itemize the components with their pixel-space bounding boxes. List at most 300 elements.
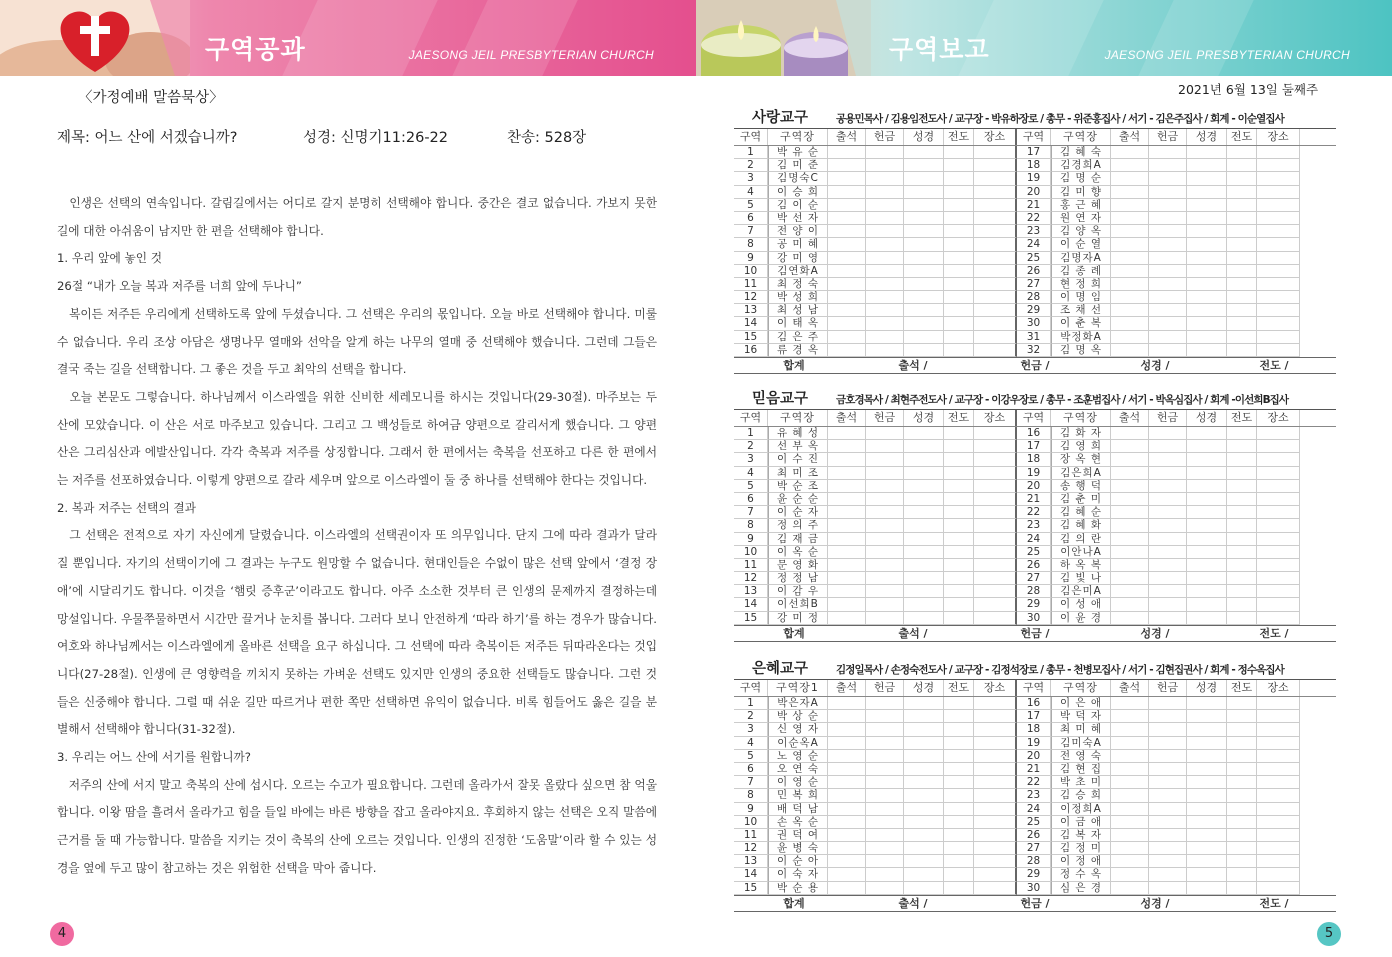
attendance-cell [828,710,866,723]
leader-name: 강 미 정 [768,612,828,625]
district-number: 11 [734,829,768,842]
leader-name: 박 선 자 [768,212,828,225]
place-cell [1257,737,1300,750]
attendance-cell [828,723,866,736]
col-district-number: 구역 [1017,680,1051,696]
bible-cell [904,317,944,330]
district-number: 8 [734,238,768,251]
attendance-cell [828,697,866,710]
col-attendance: 출석 [1111,129,1149,145]
evangelism-cell [944,763,974,776]
evangelism-cell [944,172,974,185]
leader-name: 이 명 임 [1051,291,1111,304]
leader-name: 원 연 자 [1051,212,1111,225]
lesson-paragraph: 3. 우리는 어느 산에 서기를 원합니까? [57,750,251,765]
district-number: 4 [734,467,768,480]
offering-cell [1149,440,1187,453]
offering-cell [1149,829,1187,842]
bible-cell [1187,172,1227,185]
place-cell [974,842,1017,855]
leader-name: 이 숙 자 [768,868,828,881]
evangelism-cell [1227,789,1257,802]
leader-name: 김 은 주 [768,331,828,344]
bible-cell [904,559,944,572]
col-attendance: 출석 [1111,680,1149,696]
district-staff: 공용민목사 / 김용임전도사 / 교구장 - 박유하장로 / 총무 - 위준홍집사 / 서기 - 김은주집사 / 회계 - 이순열집사 [836,113,1284,125]
bible-cell [1187,750,1227,763]
offering-cell [866,212,904,225]
offering-cell [866,159,904,172]
summary-row [734,895,1336,912]
place-cell [1257,252,1300,265]
table-row [734,572,1336,585]
place-cell [974,238,1017,251]
place-cell [1257,159,1300,172]
offering-cell [866,278,904,291]
leader-name: 이 성 애 [1051,598,1111,611]
offering-cell [866,829,904,842]
bible-cell [1187,317,1227,330]
district-number: 24 [1017,533,1051,546]
evangelism-cell [1227,829,1257,842]
bible-cell [904,585,944,598]
district-number: 15 [734,331,768,344]
leader-name: 최 미 혜 [1051,723,1111,736]
col-evangelism: 전도 [944,410,974,426]
place-cell [1257,533,1300,546]
attendance-cell [1111,440,1149,453]
evangelism-cell [1227,344,1257,357]
attendance-cell [828,146,866,159]
district-number: 3 [734,453,768,466]
bible-cell [1187,868,1227,881]
district-number: 11 [734,559,768,572]
place-cell [974,598,1017,611]
col-bible: 성경 [1187,410,1227,426]
district-number: 19 [1017,172,1051,185]
evangelism-cell [1227,186,1257,199]
evangelism-cell [1227,453,1257,466]
leader-name: 배 덕 남 [768,803,828,816]
leader-name: 박 순 용 [768,882,828,895]
leader-name: 이 정 애 [1051,855,1111,868]
place-cell [974,172,1017,185]
district-number: 21 [1017,763,1051,776]
attendance-cell [828,265,866,278]
bible-cell [904,598,944,611]
attendance-cell [1111,710,1149,723]
table-row [734,291,1336,304]
district-number: 17 [1017,146,1051,159]
evangelism-cell [944,225,974,238]
attendance-cell [1111,467,1149,480]
leader-name: 이선희B [768,598,828,611]
evangelism-cell [1227,225,1257,238]
district-number: 24 [1017,803,1051,816]
leader-name: 김 춘 미 [1051,493,1111,506]
district-number: 7 [734,506,768,519]
place-cell [974,737,1017,750]
attendance-cell [1111,304,1149,317]
evangelism-cell [1227,546,1257,559]
leader-name: 김 현 집 [1051,763,1111,776]
place-cell [974,763,1017,776]
offering-cell [1149,519,1187,532]
leader-name: 김 명 순 [1051,172,1111,185]
table-row [734,868,1336,881]
district-number: 13 [734,855,768,868]
leader-name: 전 영 숙 [1051,750,1111,763]
district-number: 13 [734,585,768,598]
bible-cell [904,803,944,816]
place-cell [1257,186,1300,199]
attendance-cell [1111,572,1149,585]
district-number: 14 [734,868,768,881]
offering-cell [1149,723,1187,736]
table-row [734,252,1336,265]
col-bible: 성경 [904,410,944,426]
leader-name: 이안나A [1051,546,1111,559]
place-cell [1257,146,1300,159]
col-place: 장소 [1257,129,1300,145]
bible-cell [1187,546,1227,559]
district-number: 16 [1017,697,1051,710]
lesson-paragraph: 1. 우리 앞에 놓인 것 [57,251,163,266]
offering-cell [1149,331,1187,344]
col-place: 장소 [974,680,1017,696]
offering-cell [1149,697,1187,710]
table-row [734,789,1336,802]
offering-cell [1149,572,1187,585]
district-number: 18 [1017,453,1051,466]
offering-cell [1149,763,1187,776]
report-title-banner: 구역보고 [889,35,990,64]
evangelism-cell [944,737,974,750]
bible-cell [904,172,944,185]
offering-cell [866,710,904,723]
table-row [734,278,1336,291]
offering-cell [866,453,904,466]
offering-cell [1149,882,1187,895]
district-number: 8 [734,789,768,802]
evangelism-cell [944,546,974,559]
leader-name: 윤 순 순 [768,493,828,506]
bible-cell [904,265,944,278]
district-number: 10 [734,546,768,559]
attendance-cell [1111,803,1149,816]
district-number: 28 [1017,585,1051,598]
attendance-cell [1111,829,1149,842]
attendance-cell [828,238,866,251]
district-number: 12 [734,572,768,585]
attendance-cell [1111,427,1149,440]
attendance-cell [828,252,866,265]
col-leader: 구역장 [768,410,828,426]
place-cell [974,146,1017,159]
bible-cell [904,763,944,776]
district-number: 18 [1017,159,1051,172]
leader-name: 김 명 옥 [1051,344,1111,357]
evangelism-cell [944,598,974,611]
attendance-cell [1111,212,1149,225]
leader-name: 박 덕 자 [1051,710,1111,723]
district-header [734,110,1336,129]
attendance-cell [828,317,866,330]
place-cell [974,506,1017,519]
bible-cell [904,816,944,829]
evangelism-cell [1227,506,1257,519]
leader-name: 김 정 미 [1051,842,1111,855]
district-number: 12 [734,842,768,855]
evangelism-cell [1227,238,1257,251]
attendance-cell [828,480,866,493]
evangelism-cell [944,572,974,585]
total-attendance: 출석 / [898,896,928,910]
bible-cell [904,533,944,546]
district-name: 믿음교구 [752,391,809,407]
offering-cell [1149,225,1187,238]
bible-cell [1187,225,1227,238]
district-number: 28 [1017,291,1051,304]
district-number: 18 [1017,723,1051,736]
table-row [734,842,1336,855]
leader-name: 김 혜 순 [1051,506,1111,519]
offering-cell [1149,467,1187,480]
total-evangelism: 전도 / [1259,626,1289,640]
leader-name: 이 태 옥 [768,317,828,330]
district-number: 16 [734,344,768,357]
bible-cell [1187,480,1227,493]
place-cell [974,212,1017,225]
bible-cell [1187,252,1227,265]
attendance-cell [828,212,866,225]
leader-name: 박 순 조 [768,480,828,493]
bible-cell [904,868,944,881]
table-row [734,585,1336,598]
district-number: 22 [1017,776,1051,789]
table-row [734,265,1336,278]
leader-name: 이 수 진 [768,453,828,466]
evangelism-cell [944,186,974,199]
bible-cell [1187,572,1227,585]
offering-cell [1149,186,1187,199]
offering-cell [866,199,904,212]
evangelism-cell [944,344,974,357]
col-district-number: 구역 [1017,129,1051,145]
attendance-cell [828,868,866,881]
leader-name: 유 혜 성 [768,427,828,440]
table-row [734,829,1336,842]
leader-name: 김은희A [1051,467,1111,480]
attendance-cell [828,186,866,199]
bible-cell [904,776,944,789]
offering-cell [1149,816,1187,829]
evangelism-cell [944,803,974,816]
col-offering: 헌금 [866,680,904,696]
bible-cell [904,829,944,842]
attendance-cell [1111,186,1149,199]
offering-cell [866,480,904,493]
attendance-cell [828,453,866,466]
col-bible: 성경 [904,680,944,696]
offering-cell [1149,238,1187,251]
col-bible: 성경 [1187,680,1227,696]
district-number: 27 [1017,278,1051,291]
leader-name: 김 의 란 [1051,533,1111,546]
offering-cell [866,776,904,789]
offering-cell [1149,737,1187,750]
attendance-cell [828,776,866,789]
bible-cell [904,238,944,251]
col-district-number: 구역 [734,680,768,696]
place-cell [1257,506,1300,519]
table-row [734,803,1336,816]
district-mideum [734,391,1336,642]
bible-cell [1187,519,1227,532]
district-header [734,391,1336,410]
district-number: 21 [1017,199,1051,212]
lesson-subhead: 〈가정예배 말씀묵상〉 [78,90,224,106]
table-row [734,855,1336,868]
district-staff: 김정일목사 / 손정숙전도사 / 교구장 - 김정석장로 / 총무 - 천병모집사 / 서기 - 김현집권사 / 회계 - 정수옥집사 [836,664,1284,676]
bible-cell [904,546,944,559]
district-eunhye [734,661,1336,912]
offering-cell [1149,546,1187,559]
offering-cell [866,265,904,278]
leader-name: 박 유 순 [768,146,828,159]
bible-cell [1187,506,1227,519]
evangelism-cell [944,559,974,572]
place-cell [974,559,1017,572]
evangelism-cell [1227,842,1257,855]
district-number: 15 [734,612,768,625]
district-number: 20 [1017,750,1051,763]
evangelism-cell [944,842,974,855]
bible-cell [904,737,944,750]
bible-cell [904,225,944,238]
evangelism-cell [1227,737,1257,750]
place-cell [1257,212,1300,225]
evangelism-cell [1227,803,1257,816]
district-number: 1 [734,697,768,710]
table-row [734,212,1336,225]
table-row [734,159,1336,172]
attendance-cell [1111,493,1149,506]
table-row [734,331,1336,344]
district-number: 28 [1017,855,1051,868]
district-number: 3 [734,172,768,185]
offering-cell [866,855,904,868]
col-district-number: 구역 [734,410,768,426]
table-row [734,737,1336,750]
bible-cell [904,842,944,855]
place-cell [1257,803,1300,816]
leader-name: 이 춘 복 [1051,317,1111,330]
district-number: 26 [1017,829,1051,842]
bible-cell [904,291,944,304]
evangelism-cell [944,480,974,493]
bible-cell [904,506,944,519]
leader-name: 홍 근 혜 [1051,199,1111,212]
offering-cell [866,493,904,506]
place-cell [1257,598,1300,611]
leader-name: 김 혜 숙 [1051,146,1111,159]
offering-cell [1149,344,1187,357]
district-staff: 금호경목사 / 최현주전도사 / 교구장 - 이강우장로 / 총무 - 조훈범집사 / 서기 - 박옥심집사 / 회계 -이선희B집사 [836,394,1289,406]
place-cell [1257,467,1300,480]
bible-cell [904,882,944,895]
attendance-cell [828,344,866,357]
place-cell [974,199,1017,212]
evangelism-cell [1227,427,1257,440]
table-row [734,238,1336,251]
evangelism-cell [944,278,974,291]
district-number: 3 [734,723,768,736]
leader-name: 이 영 순 [768,776,828,789]
bible-cell [904,855,944,868]
bible-cell [1187,816,1227,829]
offering-cell [866,146,904,159]
district-number: 23 [1017,225,1051,238]
evangelism-cell [1227,304,1257,317]
place-cell [1257,238,1300,251]
leader-name: 김 혜 화 [1051,519,1111,532]
total-bible: 성경 / [1140,896,1170,910]
attendance-cell [828,506,866,519]
evangelism-cell [1227,159,1257,172]
offering-cell [1149,598,1187,611]
bible-cell [1187,803,1227,816]
evangelism-cell [1227,697,1257,710]
attendance-cell [828,159,866,172]
place-cell [1257,763,1300,776]
col-leader: 구역장 [1051,129,1111,145]
evangelism-cell [1227,331,1257,344]
col-district-number: 구역 [734,129,768,145]
offering-cell [1149,212,1187,225]
attendance-cell [828,291,866,304]
bible-cell [1187,212,1227,225]
lesson-paragraph: 그 선택은 전적으로 자기 자신에게 달렸습니다. 이스라엘의 선택권이자 또 의무입니다. 단지 그에 따라 결과가 달라질 뿐입니다. 자기의 선택이기에 그 결과는 누구도 원망할 수 없습니다. 현대인들은 수없이 많은 선택 앞에서 ‘결정 장애’에 시달리기도 합니다. 이것을 ‘햄릿 증후군’이라고도 합니다. 아주 소소한 것부터 큰 인생의 문제까지 결정하는데 망설입니다. 우물쭈물하면서 시간만 끌거나 눈치를 봅니다. 그러다 보니 안전하게 ‘따라 하기’를 하는 경우가 많습니다. 여호와 하나님께서는 이스라엘에게 올바른 선택을 요구 하십니다. 그 선택에 따라 축복이든 저주든 뒤따라온다는 것입니다(27-28절). 인생에 큰 영향력을 끼치지 못하는 가벼운 선택도 있지만 인생의 중요한 선택들도 많습니다. 그런 것 들은 신중해야 합니다. 그럴 때 쉬운 길만 따르거나 편한 쪽만 선택하면 유익이 없습니다. 비록 힘들어도 옳은 길을 분별해서 선택해야 합니다(31-32절). [57,528,657,737]
leader-name: 정 정 남 [768,572,828,585]
bible-cell [1187,199,1227,212]
leader-name: 이 금 애 [1051,816,1111,829]
attendance-cell [828,533,866,546]
district-number: 22 [1017,212,1051,225]
evangelism-cell [1227,750,1257,763]
attendance-cell [1111,506,1149,519]
table-column-header [734,410,1336,427]
col-evangelism: 전도 [1227,129,1257,145]
bible-cell [1187,882,1227,895]
place-cell [974,278,1017,291]
total-label: 합계 [783,896,805,910]
leader-name: 김 빛 나 [1051,572,1111,585]
place-cell [1257,842,1300,855]
lesson-body [57,190,657,883]
evangelism-cell [1227,763,1257,776]
lesson-paragraph: 오늘 본문도 그렇습니다. 하나님께서 이스라엘을 위한 신비한 세레모니를 하시는 것입니다(29-30절). 마주보는 두 산에 모았습니다. 이 산은 서로 마주보고 있습니다. 그리고 그 백성들로 하여금 양편으로 갈리서게 했습니다. 그 양편 산은 그리심산과 에발산입니다. 각각 축복과 저주를 상징합니다. 그래서 한 편에서는 축복을 선포하고 다른 한 편에서는 저주를 선포하였습니다. 이렇게 양편으로 갈라 세우며 앞으로 이스라엘이 둘 중 하나를 선택해야 한다는 것입니다. [57,389,657,488]
attendance-cell [828,427,866,440]
col-attendance: 출석 [1111,410,1149,426]
leader-name: 이 승 희 [768,186,828,199]
evangelism-cell [944,710,974,723]
attendance-cell [828,816,866,829]
col-place: 장소 [974,410,1017,426]
lesson-paragraph: 26절 “내가 오늘 복과 저주를 너희 앞에 두나니” [57,279,302,294]
evangelism-cell [1227,882,1257,895]
leader-name: 선 부 옥 [768,440,828,453]
